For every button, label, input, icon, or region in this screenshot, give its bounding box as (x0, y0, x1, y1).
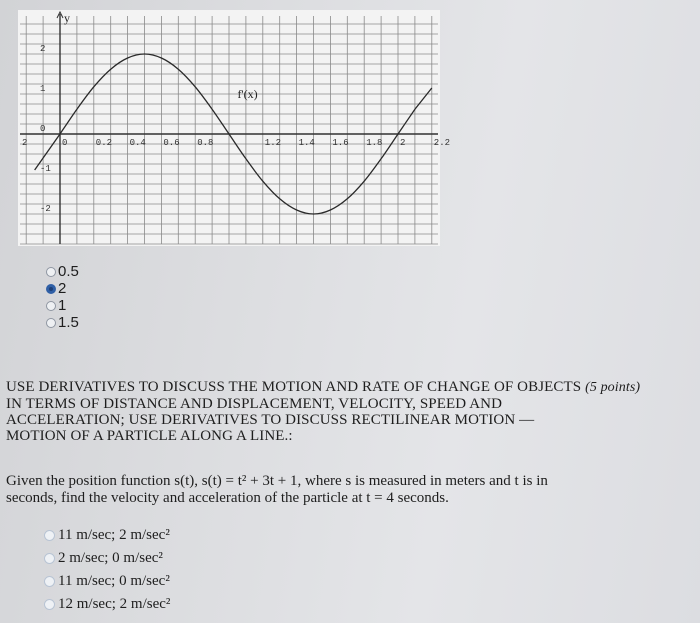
x-tick-label: 0.2 (95, 138, 113, 148)
option-label: 2 (58, 280, 67, 297)
answer-option-d[interactable] (44, 593, 170, 616)
y-tick-label: 2 (40, 44, 46, 54)
answer-option-b[interactable] (44, 547, 170, 570)
answer-label: 11 m/sec; 0 m/sec² (58, 573, 170, 589)
heading-line-1 (6, 379, 696, 396)
section-heading (6, 379, 696, 444)
x-tick-label: 0 (62, 138, 68, 148)
radio-icon[interactable] (44, 530, 55, 541)
radio-icon[interactable] (44, 599, 55, 610)
option-1-5[interactable] (46, 314, 79, 331)
y-tick-label: 0 (40, 124, 46, 134)
x-tick-label: 1.8 (366, 138, 383, 148)
section-title: USE DERIVATIVES TO DISCUSS THE MOTION AND RATE OF CHANGE OF OBJECTS (6, 379, 582, 395)
y-tick-label: 1 (40, 84, 46, 94)
answer-option-a[interactable] (44, 524, 170, 547)
option-0-5[interactable] (46, 263, 79, 280)
x-tick-label-left: 2 (22, 138, 28, 148)
answer-label: 11 m/sec; 2 m/sec² (58, 527, 170, 543)
x-tick-label: 0.6 (163, 138, 180, 148)
radio-icon[interactable] (46, 318, 56, 328)
y-tick-label: -1 (40, 164, 51, 174)
answer-label: 2 m/sec; 0 m/sec² (58, 550, 163, 566)
function-graph (18, 10, 451, 246)
function-label: f'(x) (237, 87, 258, 101)
first-question-options (46, 263, 79, 331)
x-tick-label: 1.2 (264, 138, 282, 148)
x-tick-label: 2 (400, 138, 406, 148)
option-2[interactable] (46, 280, 79, 297)
option-1[interactable] (46, 297, 79, 314)
x-tick-label: 0.4 (129, 138, 146, 148)
y-axis-label: y (64, 11, 70, 25)
answer-option-c[interactable] (44, 570, 170, 593)
radio-icon[interactable] (46, 301, 56, 311)
radio-icon[interactable] (44, 576, 55, 587)
heading-line-2: IN TERMS OF DISTANCE AND DISPLACEMENT, VELOCITY, SPEED AND (6, 396, 503, 412)
x-tick-label: 2.2 (433, 138, 451, 148)
answer-label: 12 m/sec; 2 m/sec² (58, 596, 171, 612)
question-line-2: seconds, find the velocity and acceleration of the particle at t = 4 seconds. (6, 490, 449, 506)
points-label: (5 points) (585, 380, 641, 395)
option-label: 1 (58, 297, 67, 314)
answer-options (44, 524, 170, 616)
question-text (6, 473, 686, 507)
option-label: 1.5 (58, 314, 79, 331)
y-tick-label: -2 (40, 204, 51, 214)
x-tick-label: 1.6 (332, 138, 349, 148)
option-label: 0.5 (58, 263, 79, 280)
x-tick-label: 0.8 (197, 138, 214, 148)
question-line-1: Given the position function s(t), s(t) = t² + 3t + 1, where s is measured in meters and t is in (6, 473, 548, 489)
heading-line-4: MOTION OF A PARTICLE ALONG A LINE.: (6, 428, 293, 444)
x-tick-label: 1.4 (298, 138, 315, 148)
radio-icon[interactable] (46, 267, 56, 277)
radio-icon[interactable] (44, 553, 55, 564)
heading-line-3: ACCELERATION; USE DERIVATIVES TO DISCUSS RECTILINEAR MOTION — (6, 412, 535, 428)
radio-selected-icon[interactable] (46, 284, 56, 294)
